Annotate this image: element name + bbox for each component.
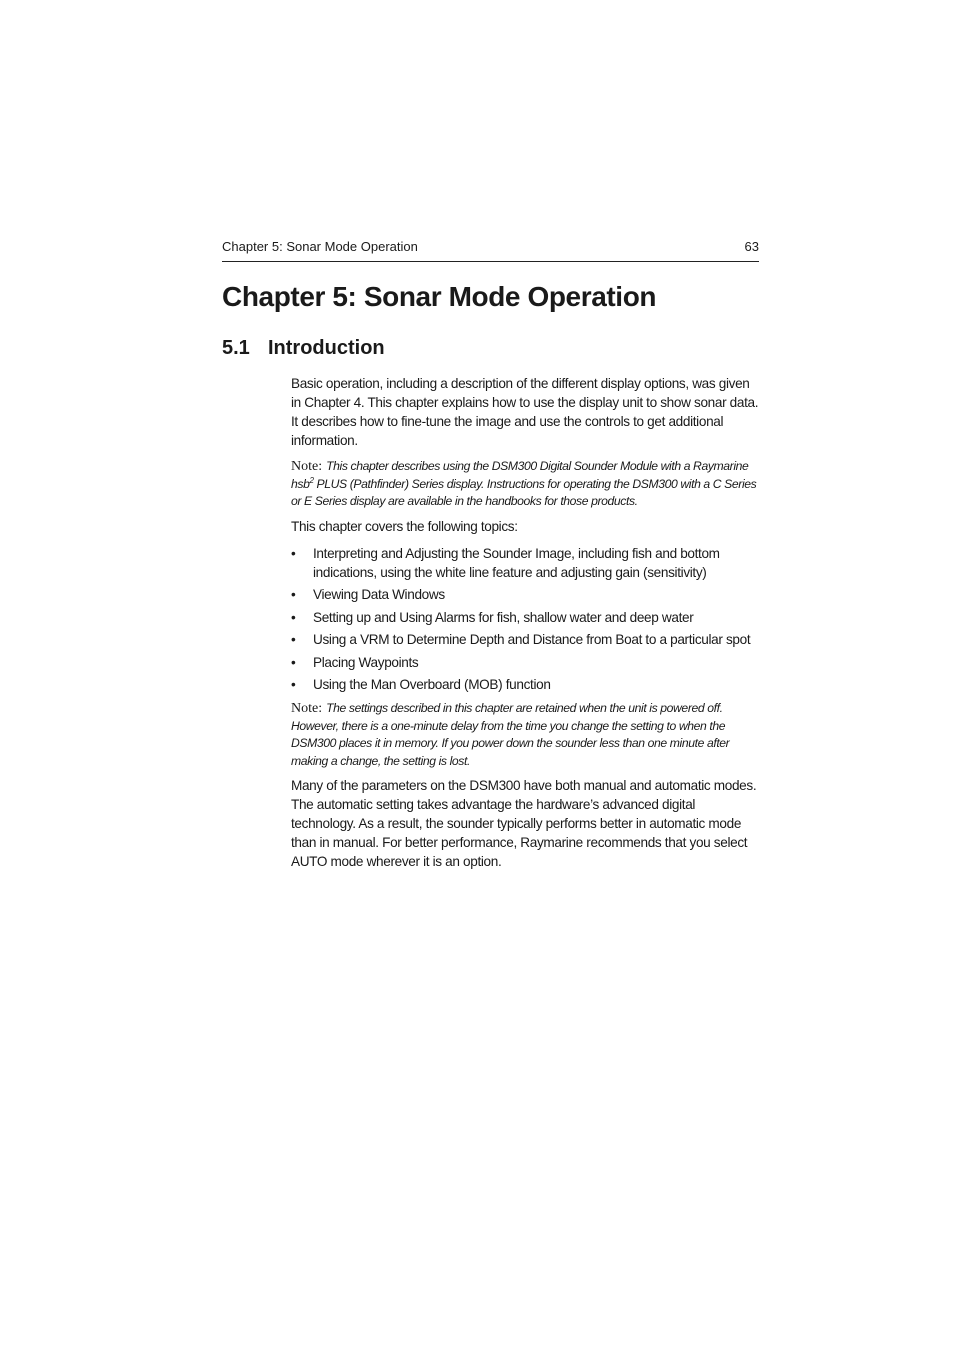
bullet-icon: • [291,609,296,625]
list-item: • Viewing Data Windows [291,587,445,602]
chapter-title: Chapter 5: Sonar Mode Operation [222,281,657,312]
running-header-title: Chapter 5: Sonar Mode Operation [222,239,418,254]
note-label: Note: [291,459,323,474]
note-sonar-display [291,458,761,511]
bullet-icon: • [291,545,296,561]
intro-paragraph: Basic operation, including a description of the different display options, was given in Chapter 4. This chapter explains how to use the display unit to show sonar data. It describes how to fine-tune the image and use the controls to get additional information. [291,376,759,448]
bullet-icon: • [291,677,296,692]
note-text-part1: This chapter describes using the DSM300 Digital Sounder Module with a Raymarine hsb [291,459,749,491]
note-settings-retention [291,700,761,770]
note-text-part2: PLUS (Pathfinder) Series display. Instructions for operating the DSM300 with a C Series or E Series display are available in the handbooks for those products. [291,476,757,508]
bullet-icon: • [291,632,296,647]
section-title: Introduction [268,337,385,359]
note-text: The settings described in this chapter are retained when the unit is powered off. However, there is a one-minute delay from the time you change the setting to when the DSM300 places it in memory. If you power down the sounder less than one minute after making a change, the setting is lost. [291,701,730,768]
running-header [222,239,759,262]
list-item: • Setting up and Using Alarms for fish, shallow water and deep water [291,609,694,625]
list-item: • Placing Waypoints [291,654,419,670]
list-item: • Interpreting and Adjusting the Sounder Image, including fish and bottom indications, using the white line feature and adjusting gain (sensitivity) [291,545,720,580]
topics-list [291,544,761,695]
closing-paragraph: Many of the parameters on the DSM300 have both manual and automatic modes. The automatic setting takes advantage the hardware’s advanced digital technology. As a result, the sounder typically performs better in automatic mode than in manual. For better performance, Raymarine recommends that you select AUTO mode wherever it is an option. [291,778,757,869]
body-text [291,374,761,879]
list-item: • Using a VRM to Determine Depth and Distance from Boat to a particular spot [291,632,751,647]
section-number: 5.1 [222,337,250,359]
page-number: 63 [744,239,759,254]
list-item: • Using the Man Overboard (MOB) function [291,677,551,692]
topics-intro: This chapter covers the following topics: [291,518,518,534]
section-heading [222,334,385,362]
note-label: Note: [291,701,323,716]
note-superscript: 2 [309,475,314,485]
bullet-icon: • [291,587,296,602]
bullet-icon: • [291,654,296,670]
